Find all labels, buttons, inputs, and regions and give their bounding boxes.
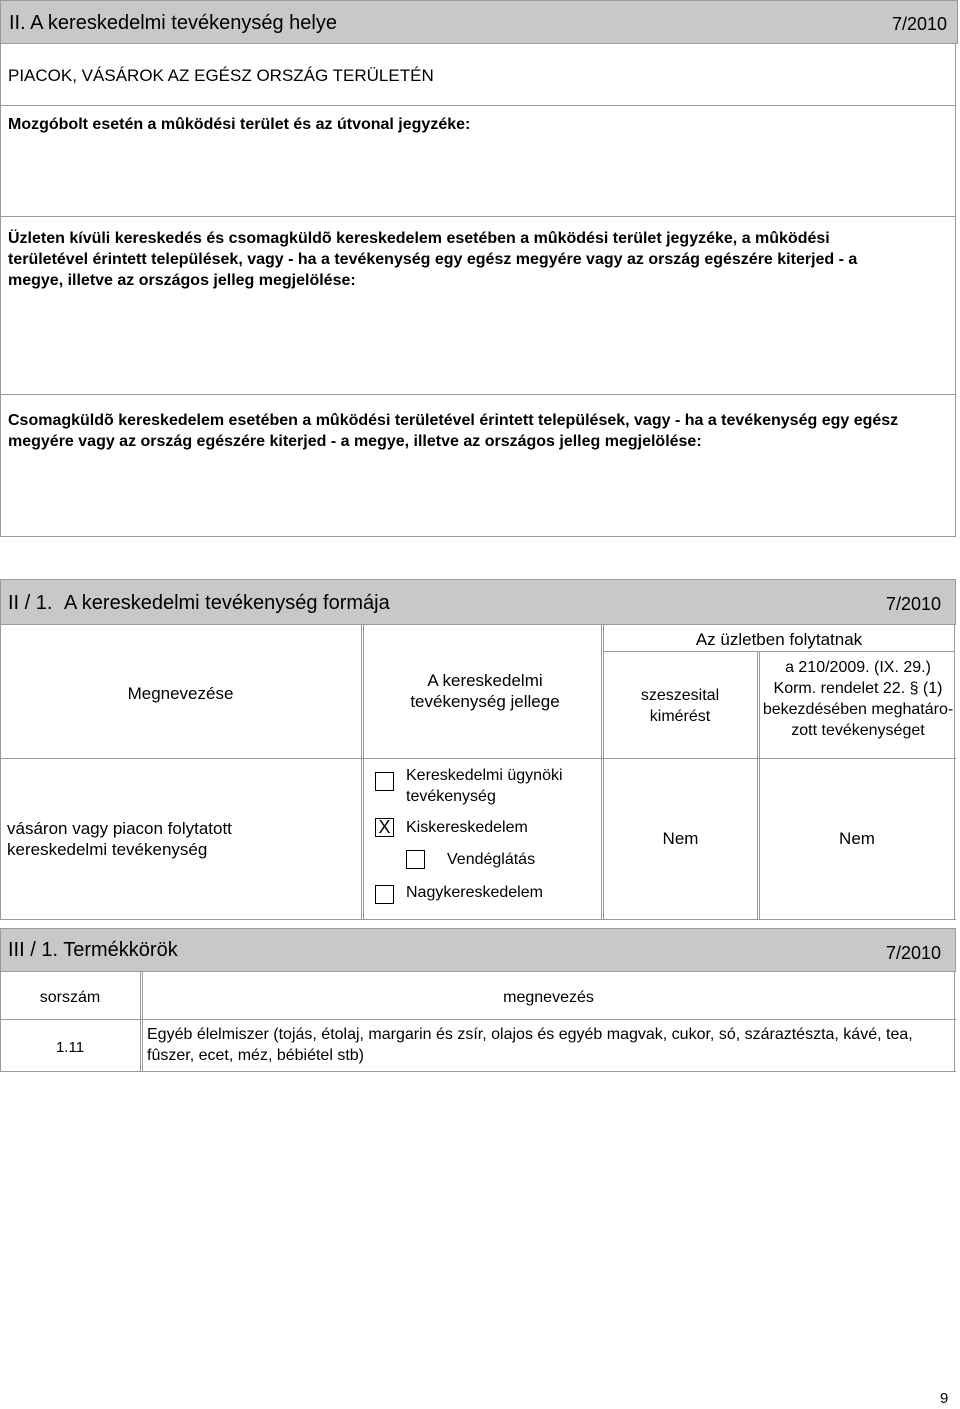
- section-title: III / 1. Termékkörök: [8, 939, 178, 961]
- col-header-group: Az üzletben folytatnak: [695, 630, 863, 649]
- section-title: A kereskedelmi tevékenység formája: [64, 592, 390, 614]
- subtitle-box: [0, 44, 956, 106]
- csomagkuldo-box: [0, 395, 956, 537]
- section-header: [0, 928, 956, 972]
- col-header-rendelet: a 210/2009. (IX. 29.) Korm. rendelet 22. § (1) bekezdésében meghatáro-zott tevékenységet: [762, 659, 954, 739]
- section-header: [0, 0, 958, 44]
- col-header-megnevezes: megnevezés: [503, 989, 594, 1006]
- check-mark: X: [378, 817, 391, 837]
- termekkorok-table: [0, 972, 956, 1072]
- option-checkbox-nagykereskedelem[interactable]: [375, 885, 394, 904]
- page-number: 9: [940, 1390, 949, 1407]
- form-code: 7/2010: [891, 14, 947, 34]
- option-label-kiskereskedelem: Kiskereskedelem: [406, 819, 528, 836]
- row-name: vásáron vagy piacon folytatott kereskedelmi tevékenység: [7, 819, 232, 859]
- section-subtitle: PIACOK, VÁSÁROK AZ EGÉSZ ORSZÁG TERÜLETÉN: [8, 66, 434, 85]
- option-label-nagykereskedelem: Nagykereskedelem: [406, 884, 543, 901]
- row-megnevezes: Egyéb élelmiszer (tojás, étolaj, margarin és zsír, olajos és egyéb magvak, cukor, só, száraztészta, kávé, tea, fûszer, ecet, méz, bébiétel stb): [147, 1026, 913, 1064]
- forma-table: [0, 625, 956, 920]
- form-code: 7/2010: [885, 943, 941, 963]
- form-code: 7/2010: [885, 594, 941, 614]
- rendelet-value: Nem: [839, 829, 875, 848]
- uzleten-kivuli-label: Üzleten kívüli kereskedés és csomagküldõ kereskedelem esetében a mûködési terület jegyzéke, a mûködési területével érintett települések, vagy - ha a tevékenység egy egész megyére vagy az ország egészére kiterjed - a megye, illetve az országos jelleg megjelölése:: [8, 230, 858, 289]
- mozgobolt-box: [0, 106, 956, 216]
- col-header-szeszes: szeszesital kimérést: [640, 687, 720, 725]
- col-header-megnevezese: Megnevezése: [127, 684, 234, 703]
- option-checkbox-vendeglatas[interactable]: [406, 850, 425, 869]
- col-header-sorszam: sorszám: [39, 989, 101, 1006]
- option-label-ugynoki: Kereskedelmi ügynöki tevékenység: [406, 767, 563, 805]
- section-header: [0, 579, 956, 625]
- option-label-vendeglatas: Vendéglátás: [447, 851, 536, 868]
- section-title: II. A kereskedelmi tevékenység helye: [9, 12, 337, 34]
- uzleten-kivuli-box: [0, 217, 956, 395]
- col-header-jellege: A kereskedelmi tevékenység jellege: [410, 671, 560, 711]
- szeszes-value: Nem: [662, 829, 699, 848]
- csomagkuldo-label: Csomagküldõ kereskedelem esetében a mûködési területével érintett települések, vagy - ha a tevékenység egy egész megyére vagy az ország egészére kiterjed - a megye, illetve az országos jelleg megjelölése:: [8, 412, 899, 450]
- mozgobolt-label: Mozgóbolt esetén a mûködési terület és az útvonal jegyzéke:: [8, 116, 471, 133]
- option-checkbox-kiskereskedelem[interactable]: [375, 818, 394, 837]
- option-checkbox-ugynoki[interactable]: [375, 772, 394, 791]
- section-prefix: II / 1.: [8, 592, 53, 614]
- row-sorszam: 1.11: [55, 1039, 85, 1056]
